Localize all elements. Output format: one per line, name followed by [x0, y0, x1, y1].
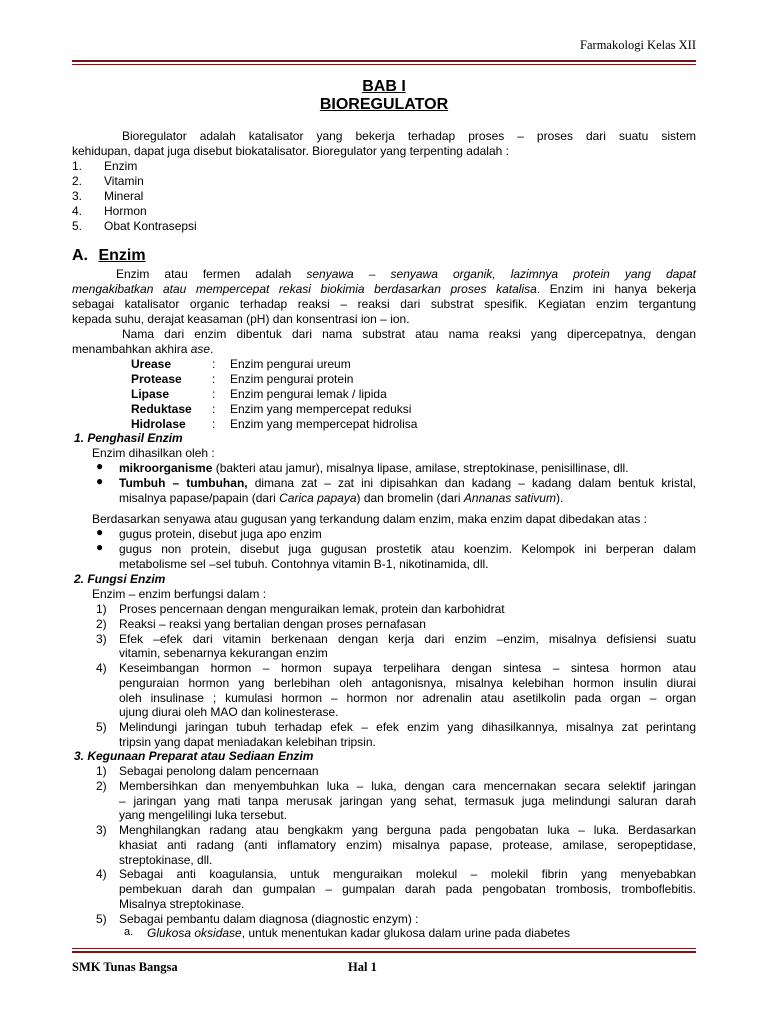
sub3-item: Sebagai anti koagulansia, untuk menguraikan molekul – molekil fibrin yang menyebabkan [119, 867, 696, 881]
header-rule [72, 60, 696, 62]
sub1-bullet-4-line1: gugus non protein, disebut juga gugusan prostetik atau koenzim. Kelompok ini berperan dalam [119, 542, 696, 556]
sub3-item: Menghilangkan radang atau bengkakm yang berguna pada pengobatan luka – luka. Berdasarkan [119, 823, 696, 837]
intro-line-2: kehidupan, dapat juga disebut biokatalisator. Bioregulator yang terpenting adalah : [72, 144, 509, 158]
text-span: . Enzim ini hanya bekerja [536, 282, 696, 296]
text-span: Enzim atau fermen adalah [116, 267, 292, 281]
text-span: ase [190, 342, 211, 356]
sub3-item-cont: Misalnya streptokinase. [119, 897, 245, 911]
item-num: 1) [96, 764, 107, 778]
header-title: Farmakologi Kelas XII [580, 38, 696, 52]
item-num: 2) [96, 617, 107, 631]
header-rule-thin [72, 64, 696, 65]
bullet-icon: ● [96, 540, 104, 554]
sub3-item: Membersihkan dan menyembuhkan luka – luka, dengan cara mencernakan secara selektif jaringan [119, 779, 696, 793]
text-span: mengakibatkan atau mempercepat rekasi biokimia berdasarkan proses katalisa [72, 282, 537, 296]
sub1-bullet-4-line2: metabolisme sel –sel tubuh. Contohnya vitamin B-1, nikotinamida, dll. [119, 557, 489, 571]
text-span: dimana zat – zat ini dipisahkan dan kadang – kadang dalam bentuk kristal, [247, 476, 696, 490]
enzyme-name: Protease [131, 372, 182, 386]
enzyme-desc: Enzim pengurai ureum [230, 357, 351, 371]
item-num: 5) [96, 720, 107, 734]
text-span: (bakteri atau jamur), misalnya lipase, amilase, streptokinase, penisillinase, dll. [212, 461, 629, 475]
list-num: 4. [72, 204, 83, 218]
intro-line-1: Bioregulator adalah katalisator yang bekerja terhadap proses – proses dari suatu sistem [122, 129, 696, 143]
footer-rule-thin [72, 948, 696, 949]
sub2-item: Keseimbangan hormon – hormon supaya terpelihara dengan sintesa – sintesa hormon atau [119, 661, 696, 675]
chapter-number: BAB I [362, 78, 406, 95]
sub1-intro: Enzim dihasilkan oleh : [92, 446, 215, 460]
list-num: 2. [72, 174, 83, 188]
sub2-item: Efek –efek dari vitamin berkenaan dengan kerja dari enzim –enzim, misalnya defisiensi suatu [119, 632, 696, 646]
enzim-para1-line3: sebagai katalisator organic terhadap reaksi – reaksi dari substrat spesifik. Kegiatan enzim tergantung [72, 297, 696, 311]
text-span: misalnya papase/papain (dari [119, 491, 280, 505]
bullet-icon: ● [96, 459, 104, 473]
enzim-para1-line1 [72, 267, 696, 281]
text-span: ) dan bromelin (dari [356, 491, 464, 505]
sub2-item: Melindungi jaringan tubuh terhadap efek – efek enzim yang dihasilkannya, misalnya zat perintang [119, 720, 696, 734]
sub1-bullet-2-line1 [119, 476, 696, 490]
enzim-para2-line1: Nama dari enzim dibentuk dari nama substrat atau nama reaksi yang dipercepatnya, dengan [122, 327, 696, 341]
sub3-item: Sebagai pembantu dalam diagnosa (diagnostic enzym) : [119, 912, 419, 926]
sub3-sub-item-a [147, 926, 570, 940]
sub3-item-cont: yang mengelilingi luka tersebut. [119, 808, 288, 822]
sub1-bullet-1 [119, 461, 629, 475]
section-heading [72, 247, 146, 265]
list-num: 3. [72, 189, 83, 203]
enzyme-desc: Enzim pengurai protein [230, 372, 354, 386]
item-num: 3) [96, 632, 107, 646]
text-span: , untuk menentukan kadar glukosa dalam urine pada diabetes [241, 926, 570, 940]
enzyme-sep: : [212, 357, 216, 371]
subheading-kegunaan: 3. Kegunaan Preparat atau Sediaan Enzim [74, 749, 314, 763]
chapter-title: BIOREGULATOR [319, 96, 449, 113]
enzyme-name: Lipase [131, 387, 170, 401]
sub1-para: Berdasarkan senyawa atau gugusan yang terkandung dalam enzim, maka enzim dapat dibedakan atas : [92, 512, 648, 526]
sub2-item: Proses pencernaan dengan menguraikan lemak, protein dan karbohidrat [119, 602, 505, 616]
bullet-icon: ● [96, 474, 104, 488]
sub2-item-cont: tripsin yang dapat meniadakan kelebihan tripsin. [119, 735, 376, 749]
list-num: 5. [72, 219, 83, 233]
enzyme-name: Urease [131, 357, 172, 371]
enzyme-sep: : [212, 387, 216, 401]
text-span: Tumbuh – tumbuhan, [119, 476, 248, 490]
subheading-fungsi: 2. Fungsi Enzim [74, 572, 166, 586]
footer-school: SMK Tunas Bangsa [72, 960, 178, 974]
sub2-item-cont: ujung diurai oleh MAO dan kolinesterase. [119, 705, 339, 719]
text-span: Glukosa oksidase [147, 926, 242, 940]
enzyme-desc: Enzim yang mempercepat hidrolisa [230, 417, 418, 431]
item-num: 5) [96, 912, 107, 926]
text-span: Carica papaya [279, 491, 357, 505]
enzyme-name: Reduktase [131, 402, 192, 416]
item-num: 3) [96, 823, 107, 837]
item-num: 4) [96, 867, 107, 881]
enzyme-sep: : [212, 402, 216, 416]
enzim-para2-line2 [72, 342, 696, 356]
text-span: mikroorganisme [119, 461, 213, 475]
item-num: 4) [96, 661, 107, 675]
footer-rule [72, 951, 696, 953]
text-span: ). [555, 491, 564, 505]
enzim-para1-line2 [72, 282, 696, 296]
footer-page-number: Hal 1 [348, 960, 377, 974]
list-item: Mineral [104, 189, 144, 203]
text-span: senyawa – senyawa organik, lazimnya protein yang dapat [306, 267, 696, 281]
text-span: menambahkan akhira [72, 342, 191, 356]
text-span: . [210, 342, 214, 356]
sub2-item: Reaksi – reaksi yang bertalian dengan proses pernafasan [119, 617, 426, 631]
section-title: Enzim [98, 247, 146, 264]
sub-item-letter: a. [124, 926, 134, 938]
list-item: Enzim [104, 159, 138, 173]
sub2-item-cont: penguraian hormon yang berlebihan oleh antagonisnya, misalnya kelebihan hormon insulin diurai [119, 676, 696, 690]
sub3-item-cont: pembekuan darah dan gumpalan – gumpalan darah pada pengobatan trombosis, tromboflebitis. [119, 882, 696, 896]
sub3-item-cont: streptokinase, dll. [119, 853, 213, 867]
sub1-bullet-2-line2 [119, 491, 563, 505]
subheading-penghasil: 1. Penghasil Enzim [74, 431, 183, 445]
list-num: 1. [72, 159, 83, 173]
list-item: Vitamin [104, 174, 144, 188]
enzyme-desc: Enzim pengurai lemak / lipida [230, 387, 387, 401]
sub3-item: Sebagai penolong dalam pencernaan [119, 764, 319, 778]
enzyme-sep: : [212, 372, 216, 386]
sub3-item-cont: khasiat anti radang (anti inflamatory enzim) misalnya papase, protease, amilase, seropeptidase, [119, 838, 696, 852]
item-num: 1) [96, 602, 107, 616]
section-letter: A. [72, 247, 88, 264]
list-item: Obat Kontrasepsi [104, 219, 197, 233]
sub3-item-cont: – jaringan yang mati tanpa merusak jaringan yang sehat, termasuk juga melindungi saluran darah [119, 794, 696, 808]
enzyme-name: Hidrolase [131, 417, 186, 431]
sub2-intro: Enzim – enzim berfungsi dalam : [92, 587, 267, 601]
bullet-icon: ● [96, 525, 104, 539]
enzyme-desc: Enzim yang mempercepat reduksi [230, 402, 412, 416]
list-item: Hormon [104, 204, 147, 218]
enzim-para1-line4: kepada suhu, derajat keasaman (pH) dan konsentrasi ion – ion. [72, 312, 410, 326]
sub1-bullet-3: gugus protein, disebut juga apo enzim [119, 527, 322, 541]
sub2-item-cont: oleh insulinase ; kumulasi hormon – hormon nor adrenalin atau asetilkolin pada organ – organ [119, 691, 696, 705]
sub2-item-cont: vitamin, sebenarnya kekurangan enzim [119, 646, 328, 660]
enzyme-sep: : [212, 417, 216, 431]
text-span: Annanas sativum [463, 491, 556, 505]
item-num: 2) [96, 779, 107, 793]
